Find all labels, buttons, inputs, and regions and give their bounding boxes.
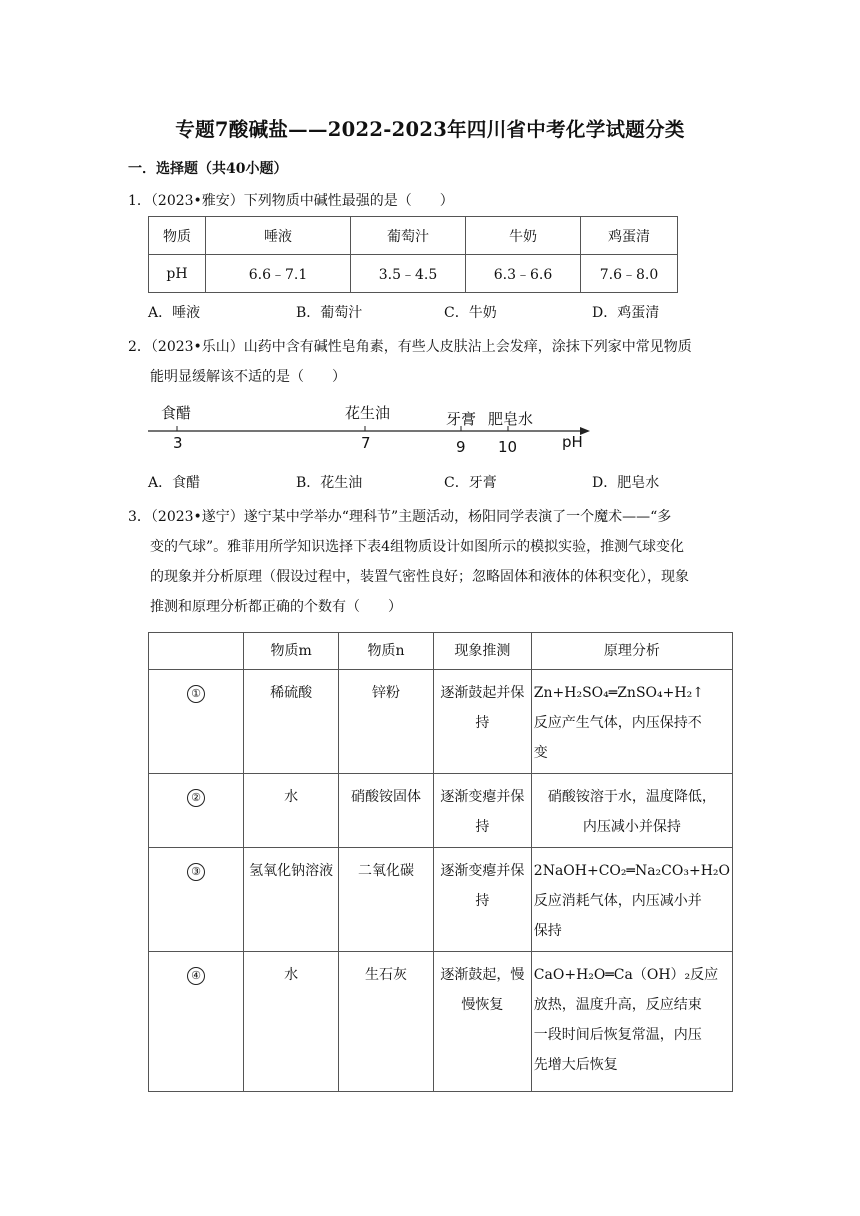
row-index: ① [187,685,205,703]
value-10: 10 [498,438,518,456]
table-cell: 水 [244,774,339,848]
cell-line: 内压减小并保持 [582,819,681,835]
option-c[interactable]: C．牙膏 [444,475,497,491]
cell-line: 反应产生气体，内压保持不 [533,715,702,731]
table-cell [531,952,732,1092]
table-cell [433,774,531,848]
option-a[interactable]: A．食醋 [148,475,201,491]
table-cell: 锌粉 [339,670,434,774]
question-1-stem: 1．（2023•雅安）下列物质中碱性最强的是（ ） [128,193,454,209]
table-header: 葡萄汁 [351,217,466,255]
table-cell: pH [149,255,206,293]
table-cell: 稀硫酸 [244,670,339,774]
cell-line: 反应消耗气体，内压减小并 [533,893,702,909]
table-row [149,952,733,1092]
table-cell [433,848,531,952]
cell-line: 持 [475,715,490,731]
table-header: 牛奶 [466,217,581,255]
table-cell [433,670,531,774]
cell-line: 慢恢复 [461,997,504,1013]
cell-line: 持 [475,893,490,909]
table-cell: 6.3﹣6.6 [466,255,581,293]
table-cell [433,952,531,1092]
table-row [149,848,733,952]
row-index: ③ [187,863,205,881]
label-peanut-oil: 花生油 [345,404,391,422]
table-header: 鸡蛋清 [581,217,678,255]
option-c[interactable]: C．牛奶 [444,305,497,321]
table-header: 物质m [244,633,339,670]
label-vinegar: 食醋 [161,404,192,422]
table-header: 唾液 [206,217,351,255]
label-toothpaste: 牙膏 [446,410,477,428]
cell-line: 逐渐变瘪并保 [440,789,525,805]
table-cell: 6.6﹣7.1 [206,255,351,293]
question-3-stem [128,502,738,622]
ph-number-line [148,400,598,460]
cell-line: 逐渐鼓起并保 [440,685,525,701]
cell-line: 硝酸铵溶于水，温度降低， [547,789,716,805]
axis-label-ph: pH [562,433,583,451]
table-cell: 3.5﹣4.5 [351,255,466,293]
table-header: 现象推测 [433,633,531,670]
equation: Zn+H₂SO₄═ZnSO₄+H₂↑ [533,685,704,701]
cell-line: 一段时间后恢复常温，内压 [533,1027,702,1043]
stem-line: 3．（2023•遂宁）遂宁某中学举办“理科节”主题活动，杨阳同学表演了一个魔术——“多 [128,509,672,525]
row-index: ④ [187,967,205,985]
question-1-table [148,216,678,293]
table-row [149,670,733,774]
cell-line: 逐渐鼓起，慢 [440,967,525,983]
question-2-stem [128,332,738,392]
label-soapy-water: 肥皂水 [488,410,534,428]
value-7: 7 [361,434,371,452]
cell-line: 保持 [533,923,562,939]
cell-line: 逐渐变瘪并保 [440,863,525,879]
option-b[interactable]: B．葡萄汁 [296,305,363,321]
option-d[interactable]: D．肥皂水 [592,475,660,491]
table-cell: 硝酸铵固体 [339,774,434,848]
cell-line: 变 [533,745,548,761]
question-3-table [148,632,733,1092]
stem-line: 的现象并分析原理（假设过程中，装置气密性良好；忽略固体和液体的体积变化），现象 [150,569,689,585]
table-header [149,633,244,670]
table-cell: 氢氧化钠溶液 [244,848,339,952]
cell-line: 放热，温度升高，反应结束 [533,997,702,1013]
option-a[interactable]: A．唾液 [148,305,201,321]
table-cell: 7.6﹣8.0 [581,255,678,293]
table-row [149,774,733,848]
cell-line: 先增大后恢复 [533,1057,618,1073]
value-3: 3 [173,434,183,452]
row-index: ② [187,789,205,807]
table-cell [531,670,732,774]
equation: 2NaOH+CO₂═Na₂CO₃+H₂O [533,863,730,879]
page-title: 专题7酸碱盐——2022-2023年四川省中考化学试题分类 [175,118,685,141]
equation: CaO+H₂O═Ca（OH）₂反应 [533,967,719,983]
table-header: 物质 [149,217,206,255]
stem-line: 2．（2023•乐山）山药中含有碱性皂角素，有些人皮肤沾上会发痒，涂抹下列家中常见物质 [128,339,692,355]
table-cell: 生石灰 [339,952,434,1092]
stem-line: 推测和原理分析都正确的个数有（ ） [150,599,402,615]
table-cell: 水 [244,952,339,1092]
value-9: 9 [456,438,466,456]
section-heading: 一．选择题（共40小题） [128,161,288,177]
table-header: 物质n [339,633,434,670]
table-cell [531,774,732,848]
option-d[interactable]: D．鸡蛋清 [592,305,660,321]
table-cell: 二氧化碳 [339,848,434,952]
option-b[interactable]: B．花生油 [296,475,363,491]
stem-line: 变的气球”。雅菲用所学知识选择下表4组物质设计如图所示的模拟实验，推测气球变化 [150,539,685,555]
table-header: 原理分析 [531,633,732,670]
cell-line: 持 [475,819,490,835]
table-cell [531,848,732,952]
stem-line: 能明显缓解该不适的是（ ） [150,369,346,385]
